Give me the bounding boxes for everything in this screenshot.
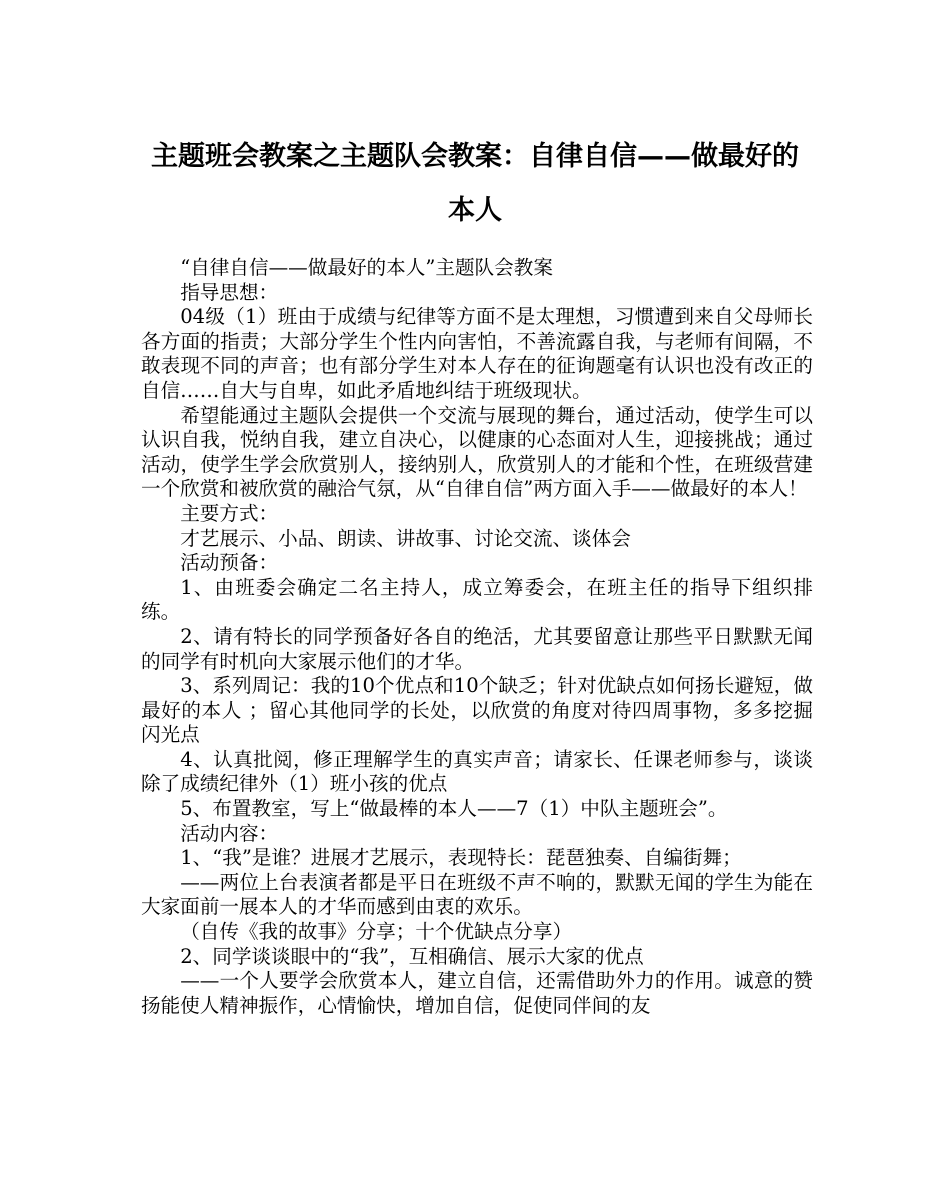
paragraph-content-label: 活动内容： [180,821,279,845]
paragraph-methods-text: 才艺展示、小品、朗读、讲故事、讨论交流、谈体会 [180,526,631,550]
paragraph-content-2: 2、同学谈谈眼中的“我”，互相确信、展示大家的优点 [180,944,644,968]
paragraph-guiding-text: 04级（1）班由于成绩与纪律等方面不是太理想，习惯遭到来自父母师长各方面的指责；大部分学生个性内向害怕，不善流露自我，与老师有间隔，不敢表现不同的声音；也有部分学生对本人存在的征询题毫有认识也没有改正的自信……自大与自卑，如此矛盾地纠结于班级现状。 [141,305,813,402]
paragraph-prep-5: 5、布置教室，写上“做最棒的本人——7（1）中队主题班会”。 [180,797,728,821]
paragraph-methods-label: 主要方式： [180,501,279,525]
paragraph-hope: 希望能通过主题队会提供一个交流与展现的舞台，通过活动，使学生可以认识自我，悦纳自我，建立自决心，以健康的心态面对人生，迎接挑战；通过活动，使学生学会欣赏别人，接纳别人，欣赏别人的才能和个性，在班级营建一个欣赏和被欣赏的融洽气氛，从“自律自信”两方面入手——做最好的本人！ [141,403,813,501]
paragraph-content-1: 1、“我”是谁？进展才艺展示，表现特长：琵琶独奏、自编街舞； [180,846,742,870]
document-body [141,256,813,1018]
paragraph-prep-2: 2、请有特长的同学预备好各自的绝活，尤其要留意让那些平日默默无闻的同学有时机向大家展示他们的才华。 [141,624,813,673]
paragraph-prep-1: 1、由班委会确定二名主持人，成立筹委会，在班主任的指导下组织排练。 [141,575,813,624]
paragraph-prep-label: 活动预备： [180,551,279,575]
paragraph-prep-3: 3、系列周记：我的10个优点和10个缺乏；针对优缺点如何扬长避短，做最好的本人 ；留心其他同学的长处，以欣赏的角度对待四周事物，多多挖掘闪光点 [141,674,813,747]
paragraph-guiding-label: 指导思想： [180,280,279,304]
document-title: 主题班会教案之主题队会教案：自律自信——做最好的本人 [151,141,799,226]
paragraph-prep-4: 4、认真批阅，修正理解学生的真实声音；请家长、任课老师参与，谈谈除了成绩纪律外（1）班小孩的优点 [141,747,813,796]
paragraph-heading: “自律自信——做最好的本人”主题队会教案 [180,256,553,279]
paragraph-content-1-note: ——两位上台表演者都是平日在班级不声不响的，默默无闻的学生为能在大家面前一展本人的才华而感到由衷的欢乐。 [141,870,813,919]
paragraph-content-2-note: ——一个人要学会欣赏本人，建立自信，还需借助外力的作用。诚意的赞扬能使人精神振作，心情愉快，增加自信，促使同伴间的友 [141,969,813,1017]
paragraph-content-1-share: （自传《我的故事》分享；十个优缺点分享） [180,920,573,944]
